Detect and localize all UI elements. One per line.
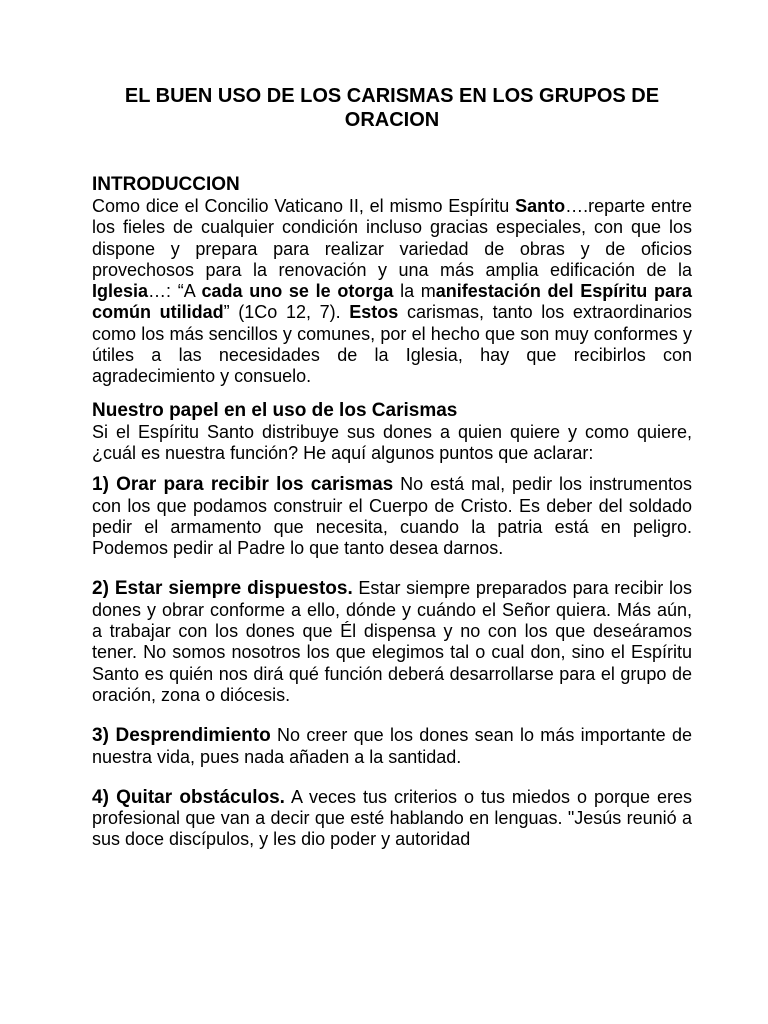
item-3-heading: 3) Desprendimiento (92, 725, 271, 747)
intro-text-3: …: “A (148, 281, 202, 302)
role-paragraph: Si el Espíritu Santo distribuye sus dones a quien quiere y como quiere, ¿cuál es nuestra función? He aquí algunos puntos que aclarar: (92, 421, 692, 463)
title-line-2: ORACION (344, 109, 440, 131)
item-4-heading: 4) Quitar obstáculos. (92, 786, 285, 808)
intro-section (92, 174, 692, 388)
item-2 (92, 578, 692, 706)
intro-text-6: carismas, tanto los extraordinarios como los más sencillos y comunes, por el hecho que son muy conformes y útiles a las necesidades de la Iglesia, hay que recibirlos con agradecimiento y consuelo. (92, 302, 692, 387)
item-2-text: Estar siempre preparados para recibir los dones y obrar conforme a ello, dónde y cuándo el Señor quiera. Más aún, a trabajar con los dones que Él dispensa y no con los que deseáramos tener. No somos nosotros los que elegimos tal o cual don, sino el Espíritu Santo es quién nos dirá qué función deberá desarrollarse para el grupo de oración, zona o diócesis. (92, 578, 692, 705)
item-3 (92, 725, 692, 768)
role-section (92, 400, 692, 465)
document-title (92, 84, 692, 132)
spacer (92, 768, 692, 787)
intro-bold-3: cada uno se le otorga (201, 281, 394, 302)
spacer (92, 464, 692, 474)
item-4-text: A veces tus criterios o tus miedos o porque eres profesional que van a decir que esté hablando en lenguas. "Jesús reunió a sus doce discípulos, y les dio poder y autoridad (92, 786, 692, 850)
item-1 (92, 474, 692, 559)
item-2-heading: 2) Estar siempre dispuestos. (92, 578, 353, 600)
intro-paragraph (92, 196, 692, 388)
intro-bold-5: Estos (349, 302, 399, 323)
spacer (92, 706, 692, 725)
item-4 (92, 787, 692, 851)
item-3-text: No creer que los dones sean lo más importante de nuestra vida, pues nada añaden a la santidad. (92, 725, 692, 767)
intro-bold-1: Santo (515, 196, 566, 216)
role-heading: Nuestro papel en el uso de los Carismas (92, 399, 458, 421)
title-line-1: EL BUEN USO DE LOS CARISMAS EN LOS GRUPOS DE (124, 85, 660, 107)
intro-text-4: la m (393, 281, 436, 302)
spacer (92, 559, 692, 578)
intro-heading: INTRODUCCION (92, 174, 240, 195)
intro-text-2: ….reparte entre los fieles de cualquier condición incluso gracias especiales, con que los dispone y prepara para realizar variedad de obras y de oficios provechosos para la renovación y una más amplia edificación de la (92, 196, 693, 280)
intro-text-1: Como dice el Concilio Vaticano II, el mismo Espíritu (92, 196, 516, 216)
intro-bold-2: Iglesia (92, 281, 149, 302)
intro-text-5: ” (1Co 12, 7). (223, 302, 350, 323)
item-1-text: No está mal, pedir los instrumentos con los que podamos construir el Cuerpo de Cristo. Es deber del soldado pedir el armamento que necesita, cuando la patria está en peligro. Podemos pedir al Padre lo que tanto desea darnos. (92, 474, 692, 559)
item-1-heading: 1) Orar para recibir los carismas (92, 474, 394, 496)
intro-bold-4: anifestación del Espíritu para común utilidad (92, 281, 692, 323)
spacer (92, 388, 692, 400)
